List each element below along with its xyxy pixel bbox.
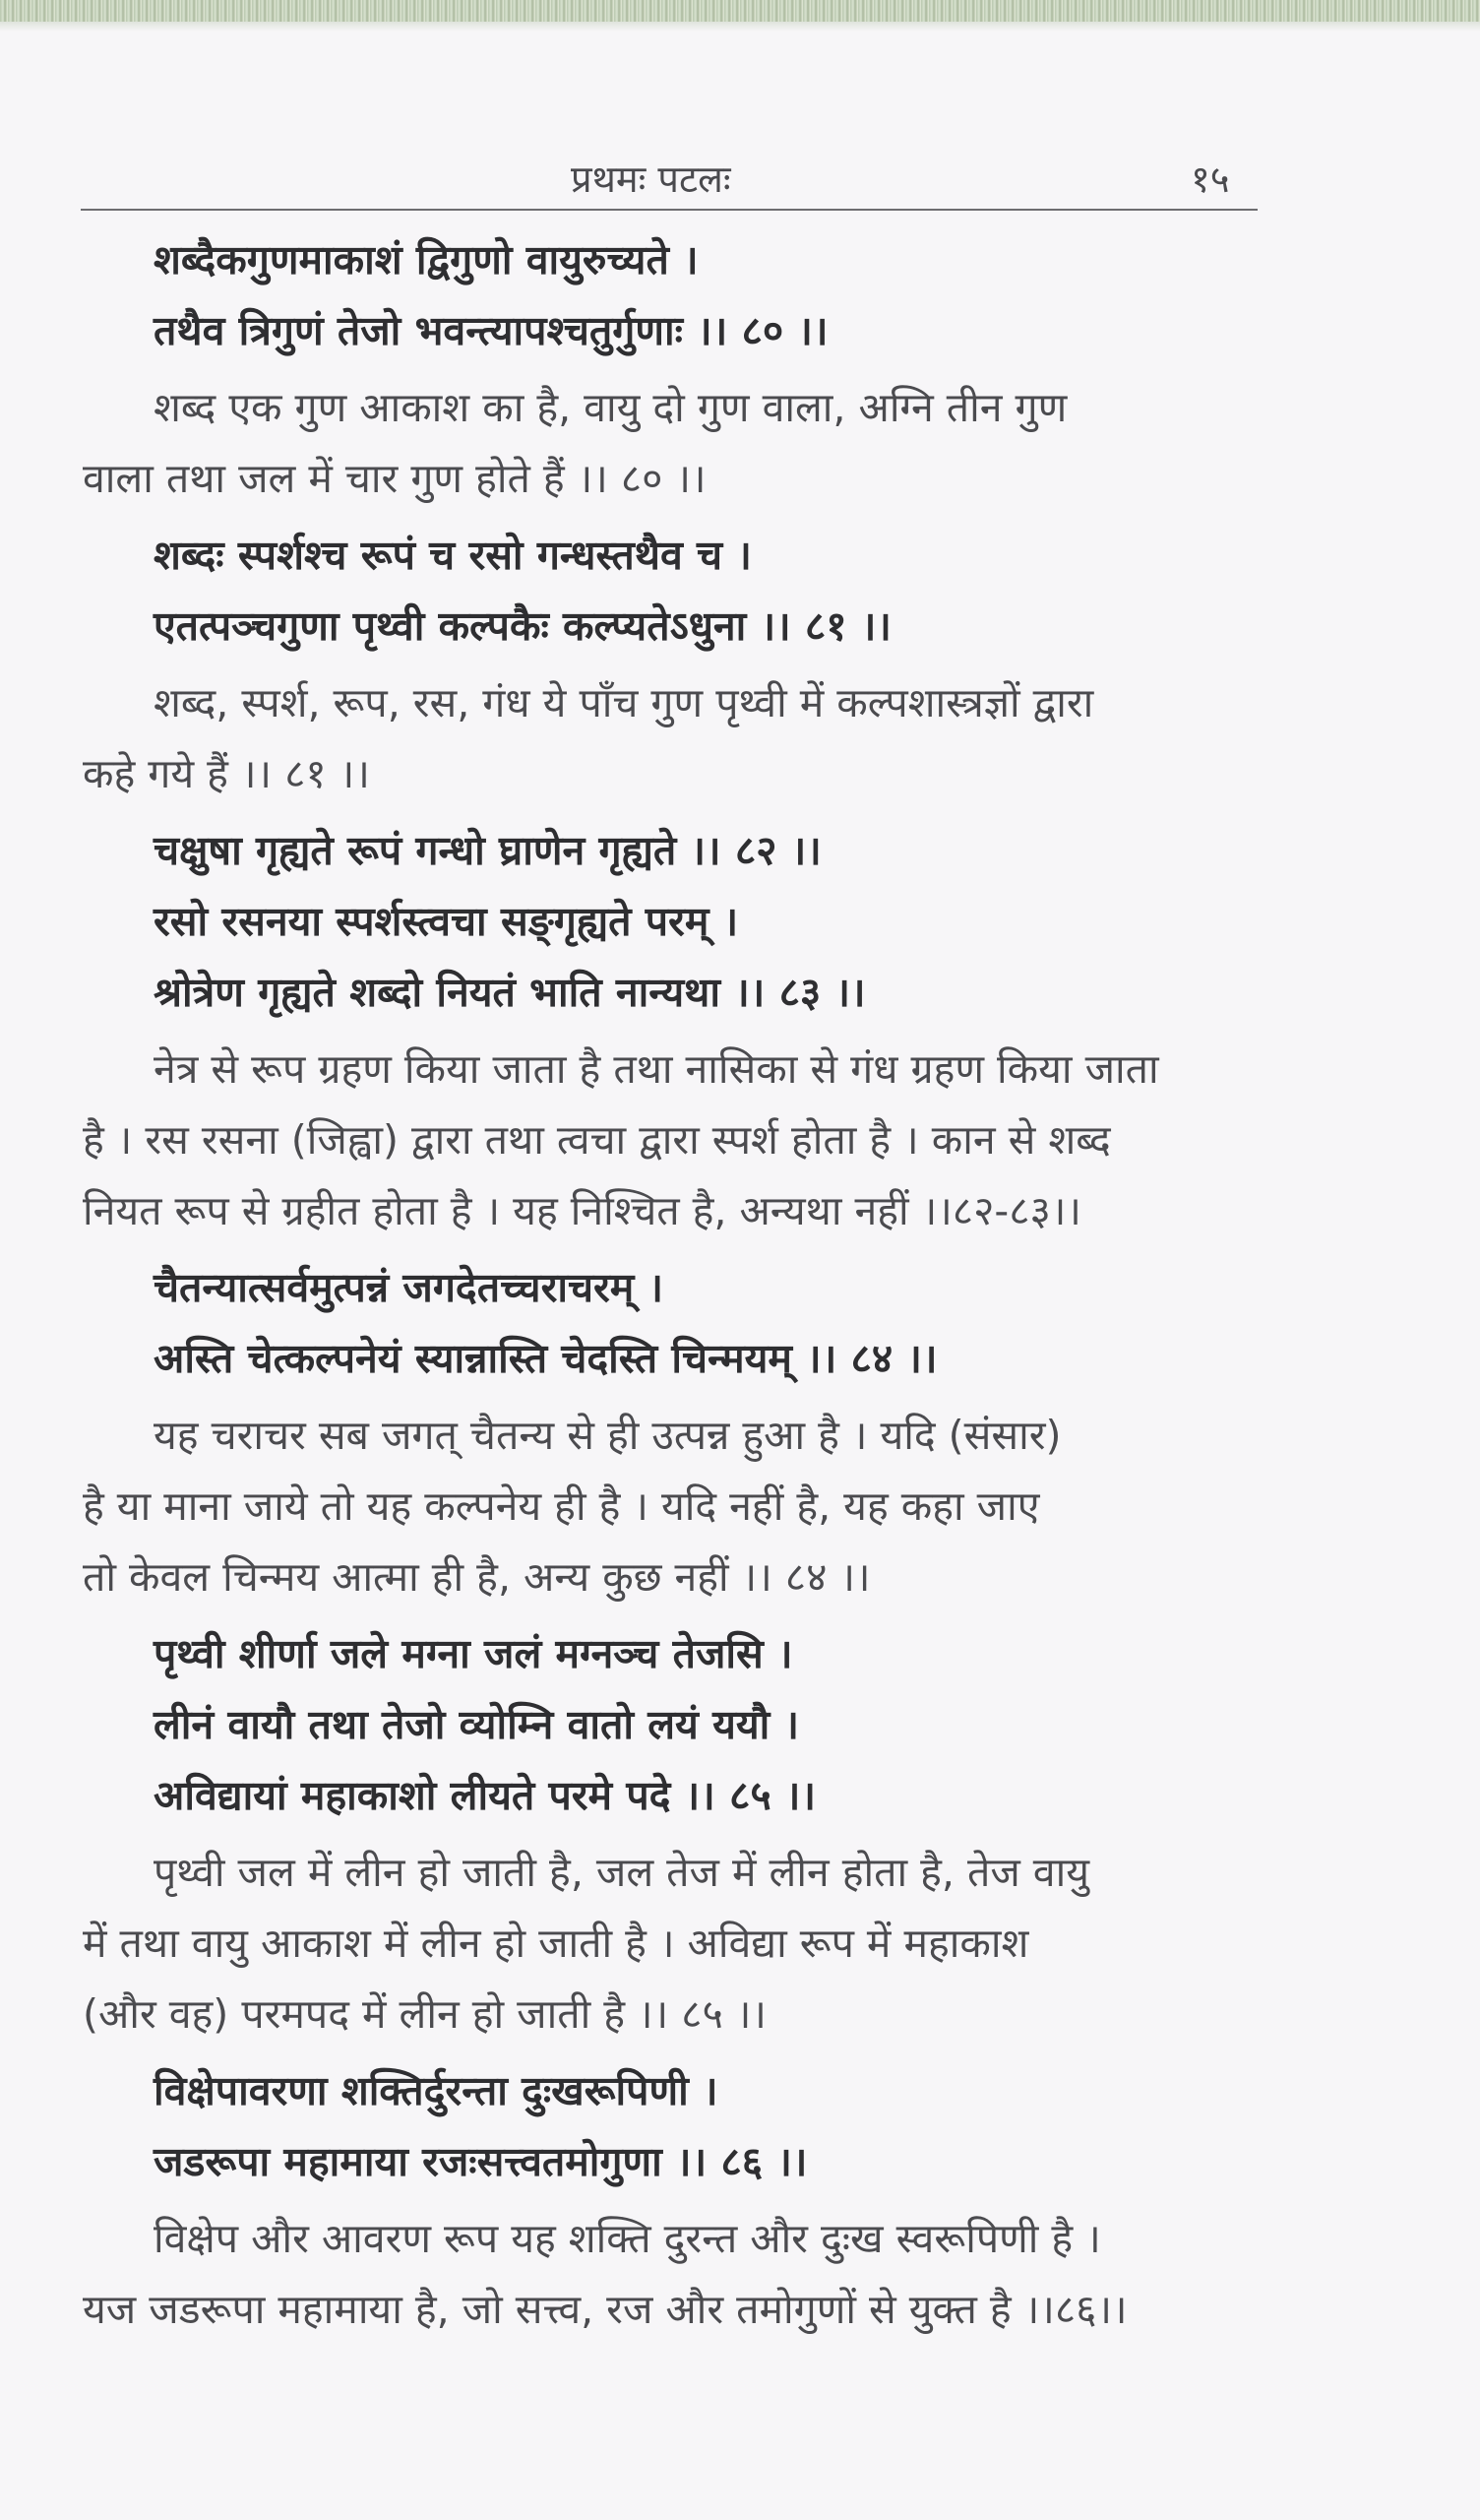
verse-line: अविद्यायां महाकाशो लीयते परमे पदे ।। ८५ ।। [154,1772,817,1819]
translation-line: यह चराचर सब जगत् चैतन्य से ही उत्पन्न हुआ है । यदि (संसार) [154,1412,1062,1459]
verse-line: शब्दैकगुणमाकाशं द्विगुणो वायुरुच्यते । [154,236,699,284]
header-rule [81,209,1258,211]
translation-line: पृथ्वी जल में लीन हो जाती है, जल तेज में लीन होता है, तेज वायु [154,1849,1089,1896]
sanskrit-verse [83,520,1264,662]
sanskrit-verse [83,224,1264,366]
translation-line: है या माना जाये तो यह कल्पनेय ही है । यदि नहीं है, यह कहा जाए [83,1482,1040,1530]
verse-line: विक्षेपावरणा शक्तिर्दुरन्ता दुःखरूपिणी । [154,2067,718,2114]
translation-line: नेत्र से रूप ग्रहण किया जाता है तथा नासिका से गंध ग्रहण किया जाता [154,1045,1159,1093]
verse-line: तथैव त्रिगुणं तेजो भवन्त्यापश्चतुर्गुणाः ।। ८० ।। [154,307,829,354]
hindi-translation [83,1837,1264,2049]
scan-top-edge [0,0,1480,22]
sanskrit-verse [83,1618,1264,1831]
translation-line: है । रस रसना (जिह्वा) द्वारा तथा त्वचा द्वारा स्पर्श होता है । कान से शब्द [83,1116,1111,1164]
translation-line: तो केवल चिन्मय आत्मा ही है, अन्य कुछ नहीं ।। ८४ ।। [83,1553,871,1601]
verse-line: जडरूपा महामाया रजःसत्त्वतमोगुणा ।। ८६ ।। [154,2138,808,2185]
verse-line: एतत्पञ्चगुणा पृथ्वी कल्पकैः कल्प्यतेऽधुना ।। ८१ ।। [154,602,892,650]
sanskrit-verse [83,1252,1264,1394]
sanskrit-verse [83,815,1264,1028]
verse-line: लीनं वायौ तथा तेजो व्योम्नि वातो लयं ययौ । [154,1701,800,1748]
running-head [0,152,1480,207]
verse-line: अस्ति चेत्कल्पनेयं स्यान्नास्ति चेदस्ति चिन्मयम् ।। ८४ ।। [154,1335,938,1382]
hindi-translation [83,372,1264,514]
page-body [83,224,1264,2351]
translation-line: कहे गये हैं ।। ८१ ।। [83,750,370,797]
hindi-translation [83,2203,1264,2345]
block-spacer [83,2345,1264,2351]
translation-line: (और वह) परमपद में लीन हो जाती है ।। ८५ ।। [83,1990,767,2038]
verse-line: श्रोत्रेण गृह्यते शब्दो नियतं भाति नान्यथा ।। ८३ ।। [154,969,866,1016]
translation-line: यज जडरूपा महामाया है, जो सत्त्व, रज और तमोगुणों से युक्त है ।।८६।। [83,2286,1128,2333]
verse-line: चक्षुषा गृह्यते रूपं गन्धो घ्राणेन गृह्यते ।। ८२ ।। [154,827,822,874]
translation-line: में तथा वायु आकाश में लीन हो जाती है । अविद्या रूप में महाकाश [83,1920,1029,1967]
hindi-translation [83,1400,1264,1612]
chapter-heading: प्रथमः पटलः [571,158,731,201]
translation-line: शब्द एक गुण आकाश का है, वायु दो गुण वाला, अग्नि तीन गुण [154,384,1068,431]
translation-line: शब्द, स्पर्श, रूप, रस, गंध ये पाँच गुण पृथ्वी में कल्पशास्त्रज्ञों द्वारा [154,679,1094,726]
page-number: १५ [1191,158,1230,201]
translation-line: वाला तथा जल में चार गुण होते हैं ।। ८० ।। [83,455,707,502]
translation-line: विक्षेप और आवरण रूप यह शक्ति दुरन्त और दुःख स्वरूपिणी है । [154,2215,1101,2262]
hindi-translation [83,667,1264,809]
verse-line: रसो रसनया स्पर्शस्त्वचा सङ्गृह्यते परम् । [154,898,739,945]
translation-line: नियत रूप से ग्रहीत होता है । यह निश्चित है, अन्यथा नहीं ।।८२-८३।। [83,1187,1081,1234]
verse-line: शब्दः स्पर्शश्च रूपं च रसो गन्धस्तथैव च । [154,532,752,579]
hindi-translation [83,1034,1264,1246]
sanskrit-verse [83,2055,1264,2197]
verse-line: चैतन्यात्सर्वमुत्पन्नं जगदेतच्चराचरम् । [154,1264,664,1311]
scan-top-shadow [0,22,1480,32]
verse-line: पृथ्वी शीर्णा जले मग्ना जलं मग्नञ्च तेजसि । [154,1630,793,1677]
